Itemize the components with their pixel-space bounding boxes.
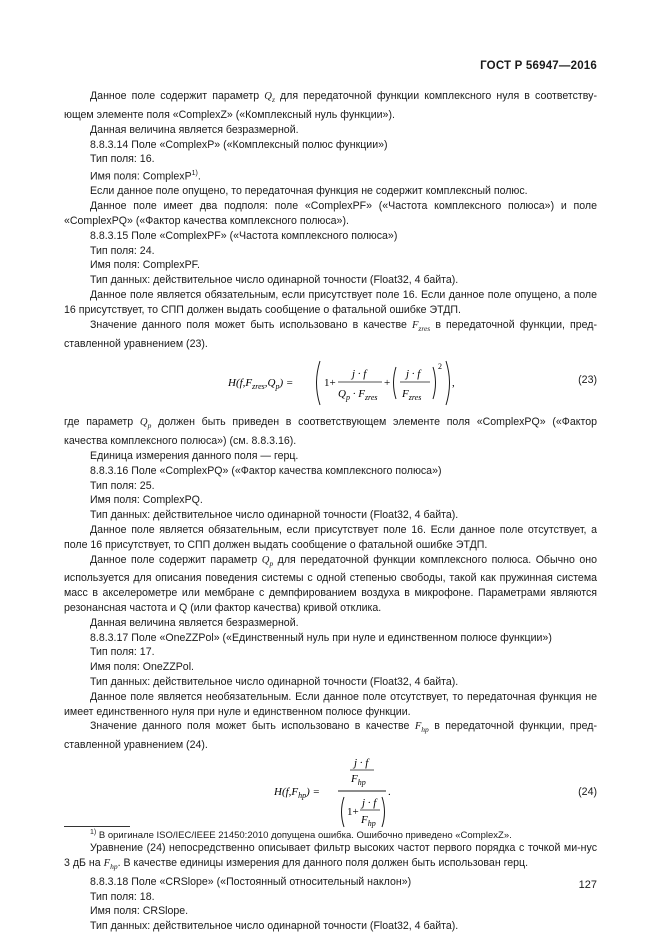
section-heading: 8.8.3.17 Поле «OneZZPol» («Единственный нуль при нуле и единственном полюсе функции») <box>90 631 552 644</box>
paragraph: Данная величина является безразмерной. <box>90 616 299 629</box>
text: Значение данного поля может быть использовано в качестве <box>90 318 412 331</box>
equation-24-formula <box>274 755 474 835</box>
eq-exponent: 2 <box>438 362 442 372</box>
left-paren <box>342 797 345 827</box>
right-paren <box>446 361 450 405</box>
math-sub: p <box>269 558 274 568</box>
inner-left-paren <box>394 367 397 399</box>
equation-23 <box>64 353 597 411</box>
math-var: Q <box>261 554 270 566</box>
paragraph: Данное поле является необязательным. Если данное поле отсутствует, то передаточная функция не имеет единственного нуля при нуле и единственном полюсе функции. <box>64 690 597 718</box>
eq-den1: $Q_p \cdot F_{zres}$ <box>338 388 378 403</box>
paragraph: Тип данных: действительное число одинарной точности (Float32, 4 байта). <box>90 676 459 689</box>
footnote-divider <box>64 826 130 827</box>
paragraph: Данная величина является безразмерной. <box>90 123 299 136</box>
equation-number: (23) <box>578 374 597 387</box>
equation-number: (24) <box>578 786 597 799</box>
paragraph <box>64 89 597 123</box>
text: Значение данного поля может быть использовано в качестве <box>90 720 415 733</box>
footnote <box>90 829 512 841</box>
section-heading: 8.8.3.15 Поле «ComplexPF» («Частота комплексного полюса») <box>90 229 398 242</box>
footnote-text: В оригинале ISO/IEC/IEEE 21450:2010 допущена ошибка. Ошибочно приведено «ComplexZ». <box>96 830 512 842</box>
paragraph: Единица измерения данного поля — герц. <box>90 450 299 462</box>
math-sub: zres <box>418 323 431 333</box>
math-var: F <box>414 721 422 733</box>
math-var: Q <box>139 417 148 429</box>
eq-num2: j · f <box>406 368 421 381</box>
paragraph: Тип поля: 25. <box>90 479 155 492</box>
text: для передаточной функции комплексного полюса. Обычно оно используется для описания поведения системы с одной степенью свободы, такой как пружинная система масс в акселерометре или мембране с демпфированием воздуха в микрофоне. Параметрами являются резонансная частота и Q (или фактор качества) кривой отклика. <box>64 553 597 615</box>
eq-one-plus: 1+ <box>324 377 336 390</box>
text: должен быть приведен в соответствующем элементе поля «ComplexPQ» («Фактор качества комплексного полюса») (см. 8.8.3.16). <box>64 416 598 448</box>
math-var: F <box>411 319 419 331</box>
math-sub: p <box>147 421 152 431</box>
page-number: 127 <box>578 879 597 891</box>
paragraph <box>64 318 597 352</box>
footnote-marker: 1) <box>90 829 97 836</box>
text: Имя поля: ComplexP <box>90 170 192 183</box>
paragraph: Имя поля: ComplexPQ. <box>90 494 203 507</box>
paragraph: Тип данных: действительное число одинарной точности (Float32, 4 байта). <box>90 274 459 287</box>
paragraph: Тип поля: 17. <box>90 646 155 659</box>
math-var: F <box>103 857 111 869</box>
math-sub: hp <box>421 725 429 735</box>
eq-period: . <box>388 786 391 799</box>
eq-lhs: $H(f,F_{hp})$ = <box>274 786 320 801</box>
text: Уравнение (24) непосредственно описывает фильтр высоких частот первого порядка с точкой ми-нус 3 дБ на <box>64 842 597 869</box>
paragraph: Тип данных: действительное число одинарной точности (Float32, 4 байта). <box>90 509 459 522</box>
paragraph: Имя поля: ComplexPF. <box>90 259 200 272</box>
eq-den2: $F_{zres}$ <box>402 388 422 403</box>
paragraph: Данное поле имеет два подполя: поле «ComplexPF» («Частота комплексного полюса») и поле «ComplexPQ» («Фактор качества комплексного полюса»). <box>64 200 597 228</box>
section-heading: 8.8.3.16 Поле «ComplexPQ» («Фактор качества комплексного полюса») <box>90 464 442 477</box>
paragraph: Данное поле является обязательным, если присутствует поле 16. Если данное поле отсутствует, а поле 16 присутствует, то СПП должен выдать сообщение о фатальной ошибке ЭТДП. <box>64 523 597 551</box>
eq-comma: , <box>452 377 455 390</box>
page-content <box>64 89 597 934</box>
eq-num-top: j · f <box>354 757 369 770</box>
paragraph: Имя поля: CRSlope. <box>90 905 189 918</box>
inner-right-paren <box>433 367 436 399</box>
paragraph: Если данное поле опущено, то передаточная функция не содержит комплексный полюс. <box>90 185 528 198</box>
text: . В качестве единицы измерения для данного поля должен быть использован герц. <box>117 856 529 869</box>
equation-24 <box>64 755 597 835</box>
eq-plus: + <box>384 377 391 390</box>
paragraph <box>64 553 597 616</box>
paragraph: Тип данных: действительное число одинарной точности (Float32, 4 байта). <box>90 920 459 933</box>
paragraph <box>64 415 597 449</box>
paragraph: Тип поля: 16. <box>90 153 155 166</box>
text: где параметр <box>64 416 140 429</box>
math-var: Q <box>264 91 272 102</box>
eq-num-den: $F_{hp}$ <box>351 773 366 788</box>
paragraph: Тип поля: 24. <box>90 244 155 257</box>
eq-one-plus: 1+ <box>347 806 359 819</box>
math-sub: z <box>271 95 275 105</box>
text: Данное поле содержит параметр <box>90 90 265 102</box>
paragraph <box>64 167 597 184</box>
eq-inner-num: j · f <box>362 797 377 810</box>
section-heading: 8.8.3.18 Поле «CRSlope» («Постоянный относительный наклон») <box>90 875 412 888</box>
eq-inner-den: $F_{hp}$ <box>361 814 376 829</box>
paragraph <box>64 719 597 753</box>
standard-header: ГОСТ Р 56947—2016 <box>480 60 597 72</box>
text: в передаточной функции, пред-ставленной уравнением (23). <box>64 318 598 350</box>
text: в передаточной функции, пред-ставленной уравнением (24). <box>64 720 598 752</box>
paragraph: Данное поле является обязательным, если присутствует поле 16. Если данное поле опущено, а поле 16 присутствует, то СПП должен выдать сообщение о фатальной ошибке ЭТДП. <box>64 289 597 316</box>
math-sub: hp <box>110 862 118 872</box>
section-heading: 8.8.3.14 Поле «ComplexP» («Комплексный полюс функции») <box>90 138 388 151</box>
eq-lhs: $H(f,F_{zres},Q_p)$ = <box>228 377 294 392</box>
text: для передаточной функции комплексного нуля в соответству-ющем элементе поля «ComplexZ» («Комплексный нуль функции»). <box>64 90 597 121</box>
paragraph: Имя поля: OneZZPol. <box>90 661 194 674</box>
footnote-ref: 1) <box>191 170 198 178</box>
left-paren <box>317 361 321 405</box>
equation-23-formula <box>224 353 504 411</box>
paragraph <box>64 841 597 875</box>
paragraph: Тип поля: 18. <box>90 890 155 903</box>
text: . <box>197 170 201 183</box>
right-paren <box>382 797 385 827</box>
eq-num1: j · f <box>352 368 367 381</box>
text: Данное поле содержит параметр <box>90 553 262 566</box>
